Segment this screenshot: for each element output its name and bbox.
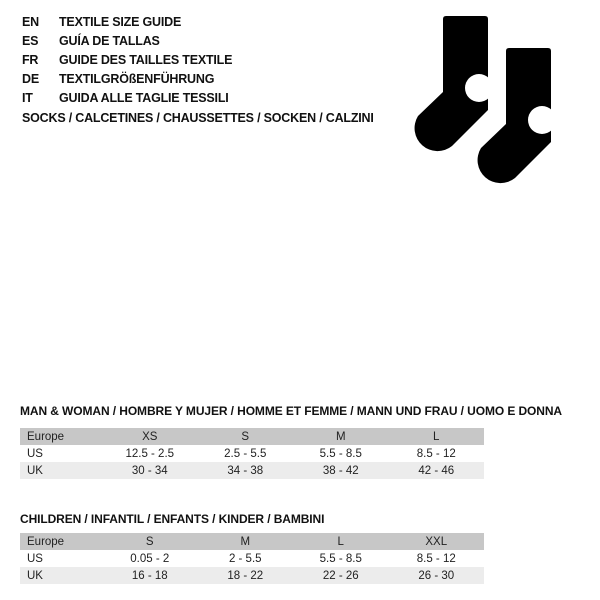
size-cell: 8.5 - 12 [416, 447, 456, 460]
language-code: FR [22, 53, 39, 67]
table-title: MAN & WOMAN / HOMBRE Y MUJER / HOMME ET FEMME / MANN UND FRAU / UOMO E DONNA [20, 404, 562, 418]
size-cell: 38 - 42 [322, 464, 359, 477]
sock-heel-highlight [465, 74, 493, 102]
size-cell: 2.5 - 5.5 [224, 447, 267, 460]
language-row [22, 51, 232, 70]
language-code: IT [22, 91, 33, 105]
table-row [20, 550, 484, 567]
column-header-size: L [433, 430, 440, 443]
size-cell: 5.5 - 8.5 [319, 447, 362, 460]
row-label: US [27, 447, 43, 460]
size-chart [20, 428, 484, 479]
row-label: UK [27, 464, 43, 477]
language-code: EN [22, 15, 39, 29]
table-title: CHILDREN / INFANTIL / ENFANTS / KINDER / BAMBINI [20, 512, 325, 526]
column-header-size: XXL [425, 535, 448, 548]
size-table-man-woman [20, 404, 562, 479]
size-cell: 18 - 22 [227, 569, 264, 582]
language-code: DE [22, 72, 39, 86]
language-row [22, 13, 232, 32]
table-row [20, 567, 484, 584]
column-header-size: M [335, 430, 346, 443]
column-header-region: Europe [27, 535, 65, 548]
language-row [22, 70, 232, 89]
column-header-region: Europe [27, 430, 65, 443]
size-cell: 0.05 - 2 [130, 552, 170, 565]
language-code: ES [22, 34, 39, 48]
table-header-row [20, 428, 484, 445]
size-cell: 34 - 38 [227, 464, 264, 477]
socks-icon [410, 16, 560, 186]
sock-heel-highlight [528, 106, 556, 134]
product-category-title: SOCKS / CALCETINES / CHAUSSETTES / SOCKEN / CALZINI [22, 111, 374, 125]
size-cell: 2 - 5.5 [228, 552, 262, 565]
size-cell: 12.5 - 2.5 [125, 447, 175, 460]
language-title: GUIDE DES TAILLES TEXTILE [59, 53, 233, 67]
language-row [22, 89, 232, 108]
size-cell: 26 - 30 [418, 569, 455, 582]
row-label: UK [27, 569, 43, 582]
language-title: GUÍA DE TALLAS [59, 34, 160, 48]
language-title: TEXTILE SIZE GUIDE [59, 15, 182, 29]
language-title: GUIDA ALLE TAGLIE TESSILI [59, 91, 229, 105]
table-row [20, 462, 484, 479]
language-list [22, 13, 232, 108]
size-cell: 22 - 26 [322, 569, 359, 582]
size-cell: 16 - 18 [131, 569, 168, 582]
sock-back [415, 16, 493, 151]
size-cell: 30 - 34 [131, 464, 168, 477]
column-header-size: L [337, 535, 344, 548]
column-header-size: M [240, 535, 251, 548]
language-title: TEXTILGRÖßENFÜHRUNG [59, 72, 215, 86]
size-table-children [20, 512, 484, 584]
row-label: US [27, 552, 43, 565]
size-cell: 42 - 46 [418, 464, 455, 477]
sock-front [478, 48, 556, 183]
column-header-size: XS [142, 430, 158, 443]
size-cell: 8.5 - 12 [416, 552, 456, 565]
table-header-row [20, 533, 484, 550]
column-header-size: S [241, 430, 250, 443]
table-row [20, 445, 484, 462]
size-chart [20, 533, 484, 584]
language-row [22, 32, 232, 51]
column-header-size: S [145, 535, 154, 548]
size-cell: 5.5 - 8.5 [319, 552, 362, 565]
